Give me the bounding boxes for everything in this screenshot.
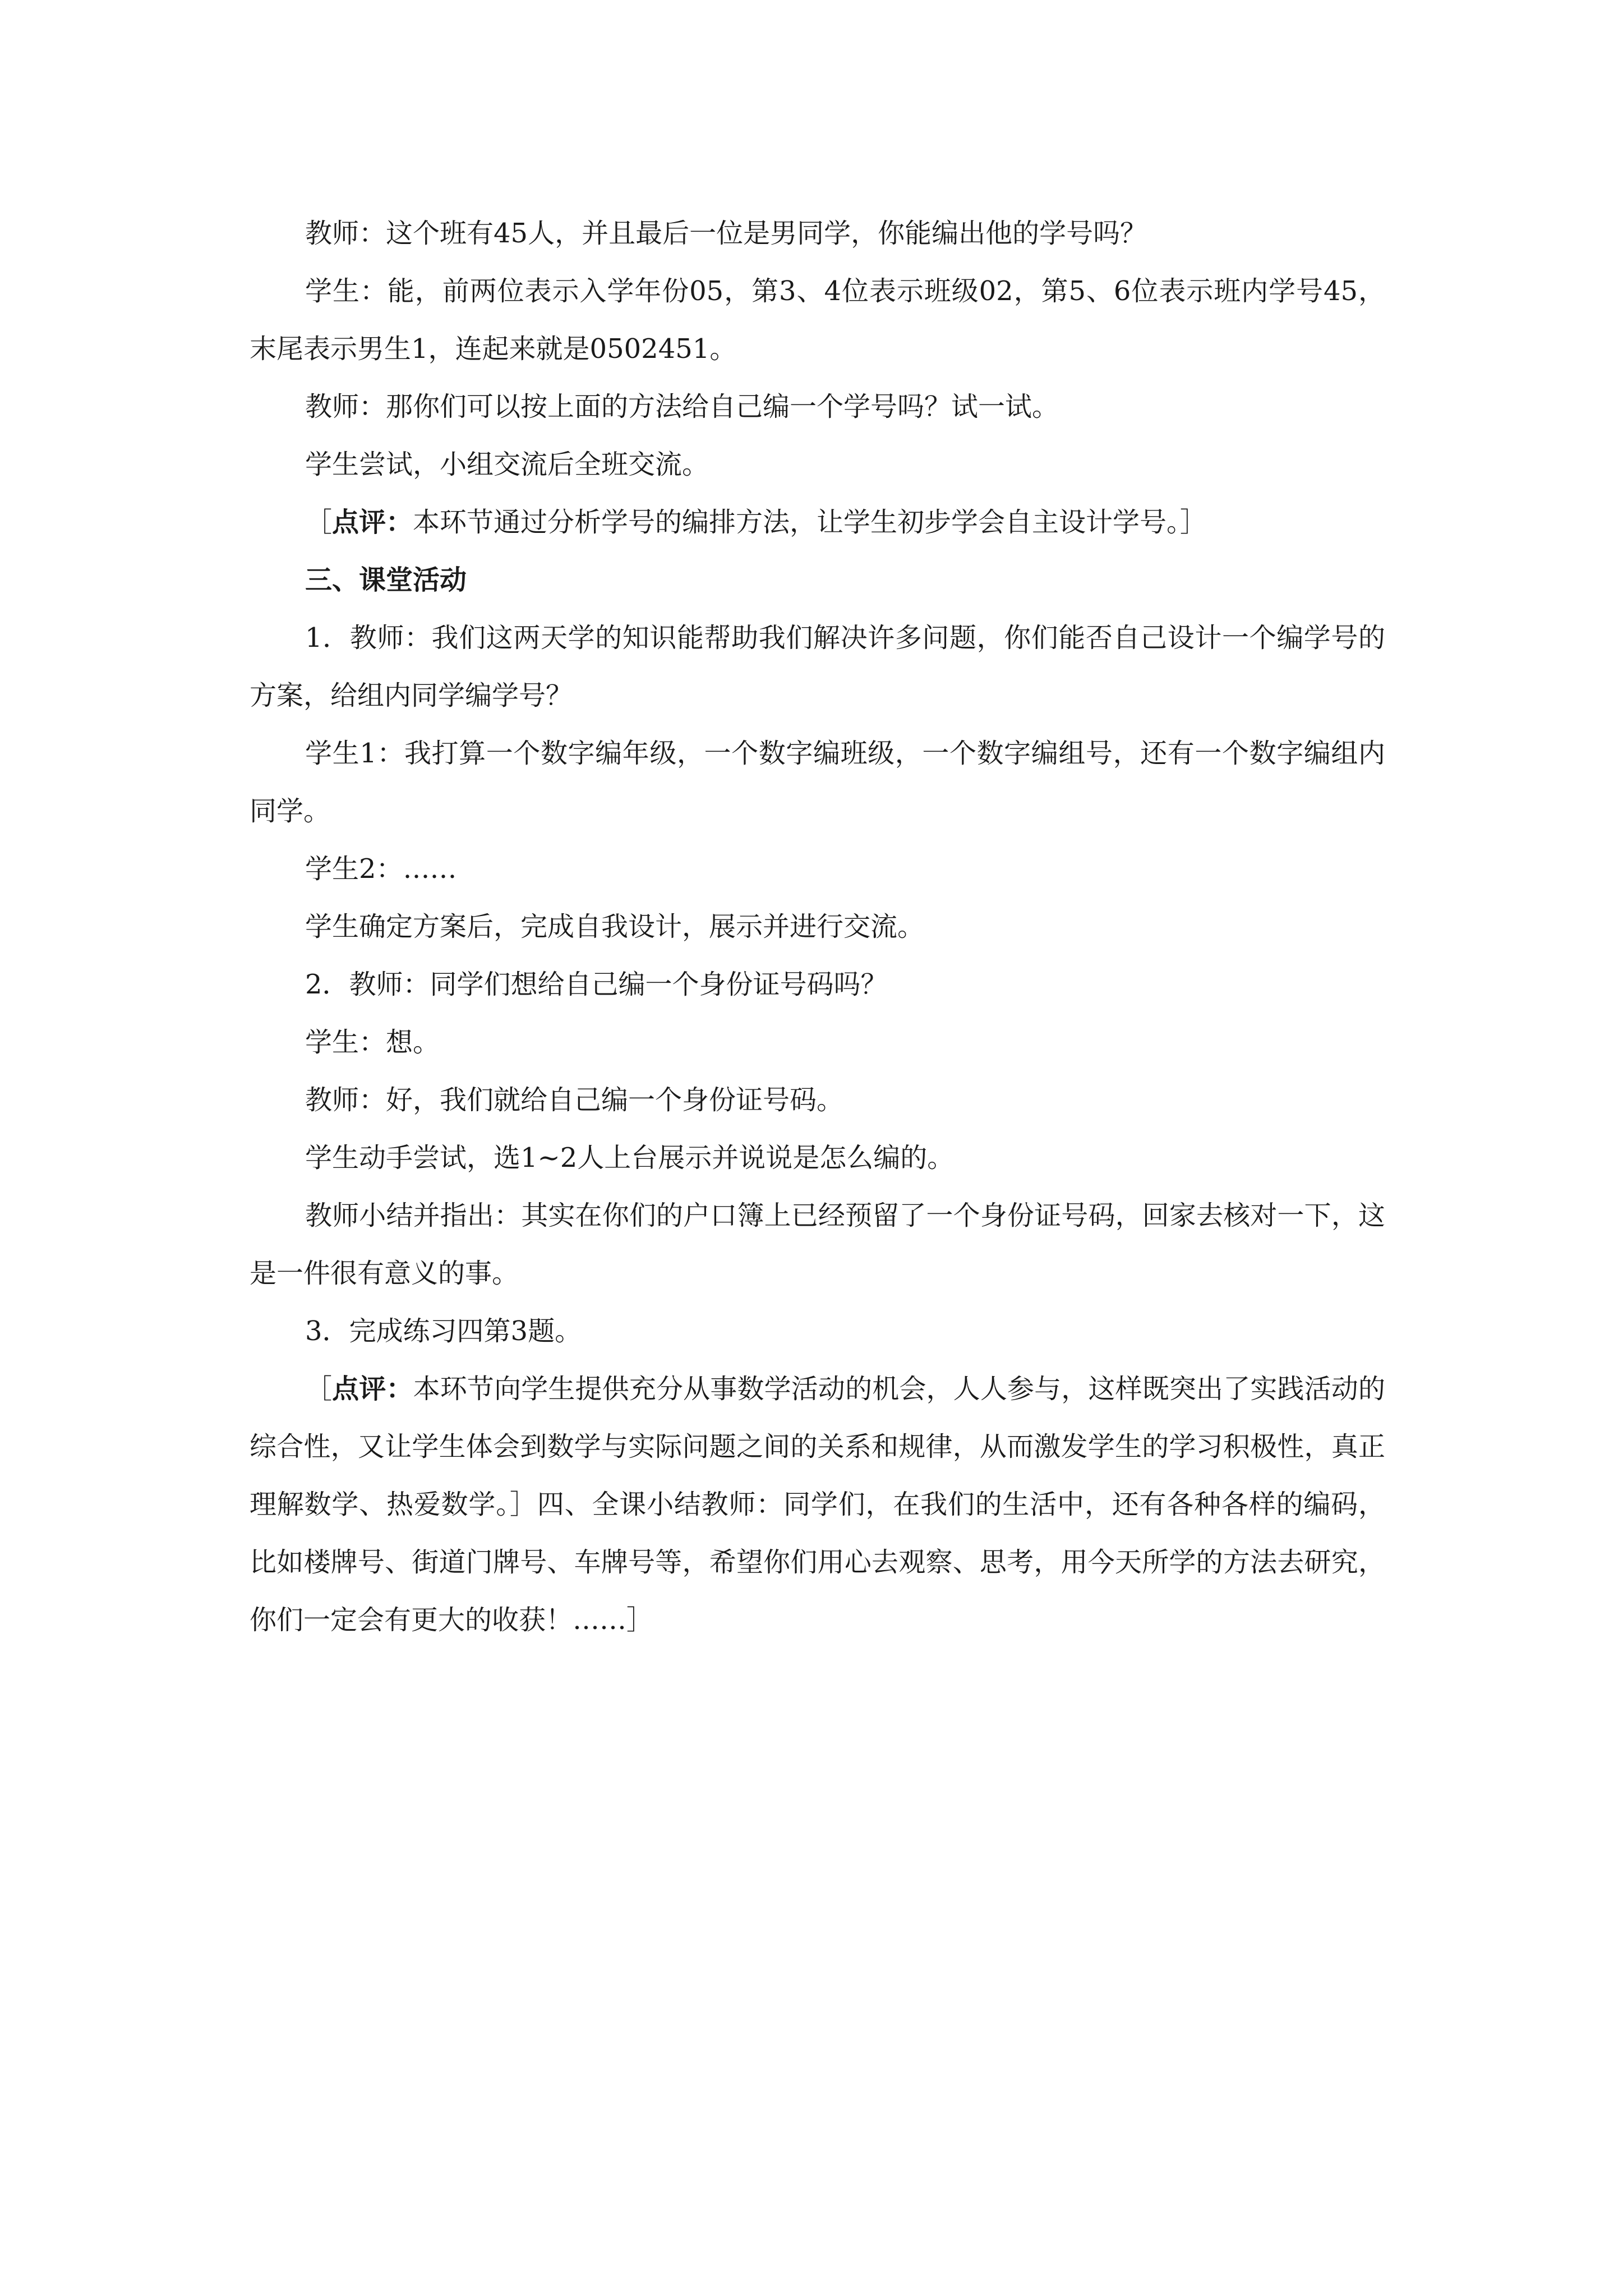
comment-open-bracket: ［	[305, 507, 333, 538]
activity-paragraph: 学生动手尝试，选1~2人上台展示并说说是怎么编的。	[305, 1142, 955, 1174]
paragraph-teacher-question: 教师：这个班有45人，并且最后一位是男同学，你能编出他的学号吗？	[305, 218, 1147, 249]
activity-paragraph: 教师小结并指出：其实在你们的户口簿上已经预留了一个身份证号码，回家去核对一下，这是一件很有意义的事。	[250, 1200, 1385, 1289]
comment-paragraph-2	[250, 1360, 1385, 1649]
activity-paragraph: 学生2：……	[305, 853, 457, 885]
activity-paragraph: 教师：好，我们就给自己编一个身份证号码。	[305, 1084, 844, 1116]
document-body	[250, 205, 1385, 1649]
comment-text: 本环节通过分析学号的编排方法，让学生初步学会自主设计学号。］	[413, 507, 1207, 538]
activity-paragraph: 学生1：我打算一个数字编年级，一个数字编班级，一个数字编组号，还有一个数字编组内同学。	[250, 738, 1385, 827]
section-heading: 三、课堂活动	[305, 564, 467, 596]
comment-label: 点评：	[332, 507, 413, 538]
paragraph-teacher-prompt: 教师：那你们可以按上面的方法给自己编一个学号吗？试一试。	[305, 391, 1059, 422]
activity-paragraph: 3．完成练习四第3题。	[305, 1315, 582, 1347]
comment-paragraph-1	[250, 494, 1385, 551]
paragraph-student-answer: 学生：能，前两位表示入学年份05，第3、4位表示班级02，第5、6位表示班内学号45，末尾表示男生1，连起来就是0502451。	[250, 275, 1385, 365]
activity-paragraph: 2．教师：同学们想给自己编一个身份证号码吗？	[305, 969, 888, 1000]
activity-paragraph: 学生：想。	[305, 1027, 440, 1058]
comment-label: 点评：	[332, 1373, 413, 1405]
activity-paragraph: 学生确定方案后，完成自我设计，展示并进行交流。	[305, 911, 925, 942]
activity-paragraph: 1．教师：我们这两天学的知识能帮助我们解决许多问题，你们能否自己设计一个编学号的方案，给组内同学编学号？	[250, 622, 1385, 711]
comment-open-bracket: ［	[305, 1373, 333, 1405]
comment-text: 本环节向学生提供充分从事数学活动的机会，人人参与，这样既突出了实践活动的综合性，又让学生体会到数学与实际问题之间的关系和规律，从而激发学生的学习积极性，真正理解数学、热爱数学。］四、全课小结教师：同学们，在我们的生活中，还有各种各样的编码，比如楼牌号、街道门牌号、车牌号等，希望你们用心去观察、思考，用今天所学的方法去研究，你们一定会有更大的收获！……］	[250, 1373, 1385, 1636]
paragraph-student-try: 学生尝试，小组交流后全班交流。	[305, 449, 709, 480]
